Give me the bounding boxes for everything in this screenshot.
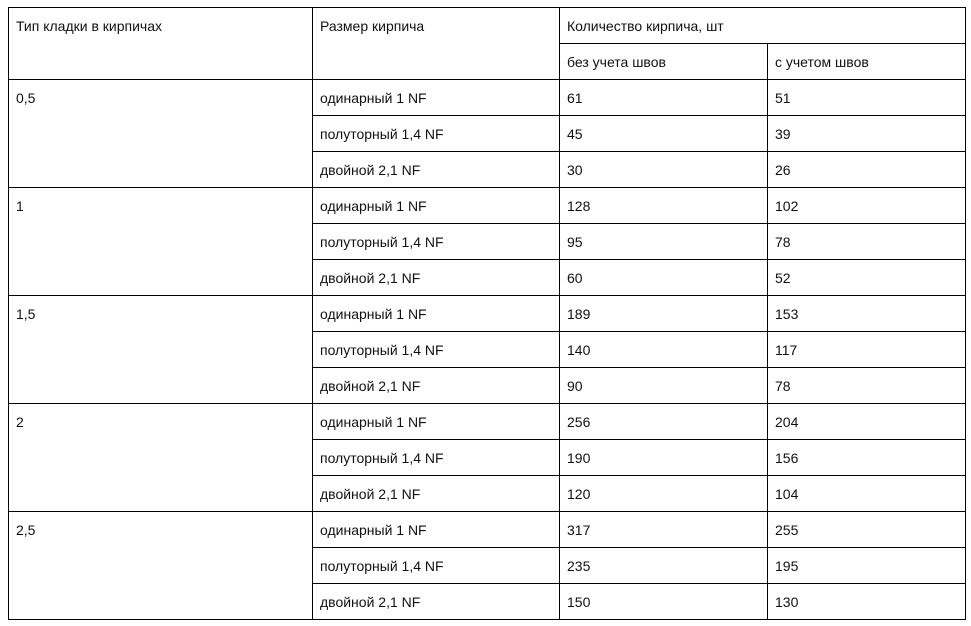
count-with-joints-cell: 204 [768, 404, 966, 440]
count-without-joints-cell: 120 [560, 476, 768, 512]
count-with-joints-cell: 78 [768, 368, 966, 404]
brick-size-cell: одинарный 1 NF [313, 404, 560, 440]
count-without-joints-cell: 30 [560, 152, 768, 188]
table-row [9, 296, 966, 332]
table-row [9, 188, 966, 224]
count-without-joints-cell: 95 [560, 224, 768, 260]
brick-size-cell: полуторный 1,4 NF [313, 116, 560, 152]
count-with-joints-cell: 255 [768, 512, 966, 548]
count-without-joints-cell: 317 [560, 512, 768, 548]
table-row [9, 512, 966, 548]
count-with-joints-cell: 117 [768, 332, 966, 368]
brick-size-cell: одинарный 1 NF [313, 188, 560, 224]
brick-size-cell: двойной 2,1 NF [313, 260, 560, 296]
brick-size-cell: одинарный 1 NF [313, 512, 560, 548]
brick-size-cell: двойной 2,1 NF [313, 152, 560, 188]
masonry-type-cell: 2 [9, 404, 313, 512]
count-without-joints-cell: 60 [560, 260, 768, 296]
count-without-joints-cell: 150 [560, 584, 768, 620]
count-with-joints-cell: 26 [768, 152, 966, 188]
count-with-joints-cell: 39 [768, 116, 966, 152]
count-without-joints-cell: 90 [560, 368, 768, 404]
count-with-joints-cell: 78 [768, 224, 966, 260]
header-with-joints: с учетом швов [768, 44, 966, 80]
table-row [9, 404, 966, 440]
brick-size-cell: полуторный 1,4 NF [313, 332, 560, 368]
count-with-joints-cell: 153 [768, 296, 966, 332]
count-with-joints-cell: 51 [768, 80, 966, 116]
brick-size-cell: двойной 2,1 NF [313, 476, 560, 512]
brick-size-cell: полуторный 1,4 NF [313, 224, 560, 260]
count-with-joints-cell: 156 [768, 440, 966, 476]
header-brick-size: Размер кирпича [313, 8, 560, 80]
count-without-joints-cell: 140 [560, 332, 768, 368]
header-brick-count: Количество кирпича, шт [560, 8, 966, 44]
count-without-joints-cell: 128 [560, 188, 768, 224]
count-without-joints-cell: 256 [560, 404, 768, 440]
count-without-joints-cell: 189 [560, 296, 768, 332]
count-with-joints-cell: 52 [768, 260, 966, 296]
brick-count-table [8, 7, 966, 620]
count-with-joints-cell: 130 [768, 584, 966, 620]
count-without-joints-cell: 61 [560, 80, 768, 116]
masonry-type-cell: 0,5 [9, 80, 313, 188]
count-without-joints-cell: 45 [560, 116, 768, 152]
brick-size-cell: полуторный 1,4 NF [313, 548, 560, 584]
brick-size-cell: двойной 2,1 NF [313, 584, 560, 620]
count-with-joints-cell: 195 [768, 548, 966, 584]
count-without-joints-cell: 235 [560, 548, 768, 584]
brick-size-cell: одинарный 1 NF [313, 296, 560, 332]
header-masonry-type: Тип кладки в кирпичах [9, 8, 313, 80]
count-with-joints-cell: 102 [768, 188, 966, 224]
masonry-type-cell: 1 [9, 188, 313, 296]
brick-size-cell: двойной 2,1 NF [313, 368, 560, 404]
header-row [9, 8, 966, 44]
header-without-joints: без учета швов [560, 44, 768, 80]
table-body [9, 8, 966, 620]
count-with-joints-cell: 104 [768, 476, 966, 512]
masonry-type-cell: 2,5 [9, 512, 313, 620]
table-row [9, 80, 966, 116]
brick-size-cell: одинарный 1 NF [313, 80, 560, 116]
masonry-type-cell: 1,5 [9, 296, 313, 404]
brick-size-cell: полуторный 1,4 NF [313, 440, 560, 476]
count-without-joints-cell: 190 [560, 440, 768, 476]
